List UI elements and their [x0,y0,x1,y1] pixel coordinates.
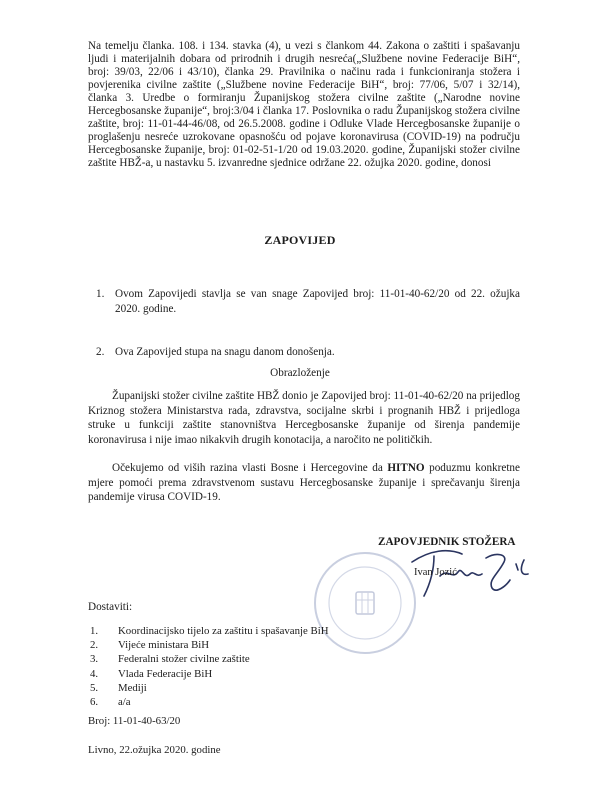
urgent-request-text-start: Očekujemo od viših razina vlasti Bosne i Hercegovine da [112,462,388,474]
list-item-number: 2. [90,639,99,652]
recipient-list [88,624,388,709]
place-and-date: Livno, 22.ožujka 2020. godine [88,744,221,756]
list-item [88,695,388,709]
list-item-text: Koordinacijsko tijelo za zaštitu i spašavanje BiH [118,625,329,637]
list-item-number: 4. [90,667,99,680]
list-item-number: 5. [90,681,99,694]
list-item-number: 1. [90,625,99,637]
order-item-number: 2. [96,346,105,358]
reasoning-heading: Obrazloženje [270,367,330,379]
signatory-name: Ivan Jozić [414,567,457,578]
list-item [88,652,388,666]
order-item-text: Ovom Zapovijedi stavlja se van snage Zapovijed broj: 11-01-40-62/20 od 22. ožujka 2020. godine. [115,288,520,315]
urgent-request-paragraph [88,461,520,505]
list-item-text: Mediji [118,681,147,694]
order-item-number: 1. [96,288,105,300]
list-item-number: 6. [90,695,99,708]
document-title: ZAPOVIJED [264,233,336,247]
list-item-number: 3. [90,653,99,666]
list-item-text: Federalni stožer civilne zaštite [118,653,250,666]
list-item-text: a/a [118,695,131,708]
order-item-text: Ova Zapovijed stupa na snagu danom donošenja. [115,346,335,358]
document-number: Broj: 11-01-40-63/20 [88,715,181,727]
urgent-request-text-end: poduzmu konkretne mjere pomoći prema zdravstvenom sustavu Hercegbosanske županije i sprečavanju širenja pandemije virusa COVID-19. [88,462,520,504]
urgent-emphasis: HITNO [387,462,425,474]
list-item [88,624,388,638]
list-item [88,638,388,652]
signatory-title: ZAPOVJEDNIK STOŽERA [378,536,516,548]
delivery-label: Dostaviti: [88,601,133,613]
list-item [88,667,388,681]
reasoning-paragraph: Županijski stožer civilne zaštite HBŽ donio je Zapovijed broj: 11-01-40-62/20 na prijedlog Kriznog stožera Ministarstva rada, zdravstva, socijalne skrbi i prognanih HBŽ i prijedloga struke u funkciji zaštite stanovništva Hercegbosanske županije od širenja pandemije koronavirusa i nije imao nikakvih drugih konotacija, a naročito ne političkih. [88,390,520,446]
list-item-text: Vlada Federacije BiH [118,667,213,680]
list-item [88,681,388,695]
legal-basis-paragraph: Na temelju članka. 108. i 134. stavka (4), u vezi s člankom 44. Zakona o zaštiti i spašavanju ljudi i materijalnih dobara od prirodnih i drugih nesreća(„Službene novine Federacije BiH“, broj: 39/03, 22/06 i 43/10), članka 29. Pravilnika o načinu rada i funkcioniranja stožera i povjerenika civilne zaštite („Službene novine Federacije BiH“, broj: 77/06, 5/07 i 32/14), članka 3. Uredbe o formiranju Županijskog stožera civilne zaštite („Narodne novine Hercegbosanske županije“, broj:3/04 i članka 17. Poslovnika o radu Županijskog stožera civilne zaštite, broj: 11-01-44-46/08, od 26.5.2008. godine i Odluke Vlade Hercegbosanske županije o proglašenju nesreće uzrokovane opasnošću od pojave koronavirusa (COVID-19) na području Hercegbosanske županije, broj: 01-02-51-1/20 od 19.03.2020. godine, Županijski stožer civilne zaštite HBŽ-a, u nastavku 5. izvanredne sjednice održane 22. ožujka 2020. godine, donosi [88,40,520,169]
list-item-text: Vijeće ministara BiH [118,639,210,652]
